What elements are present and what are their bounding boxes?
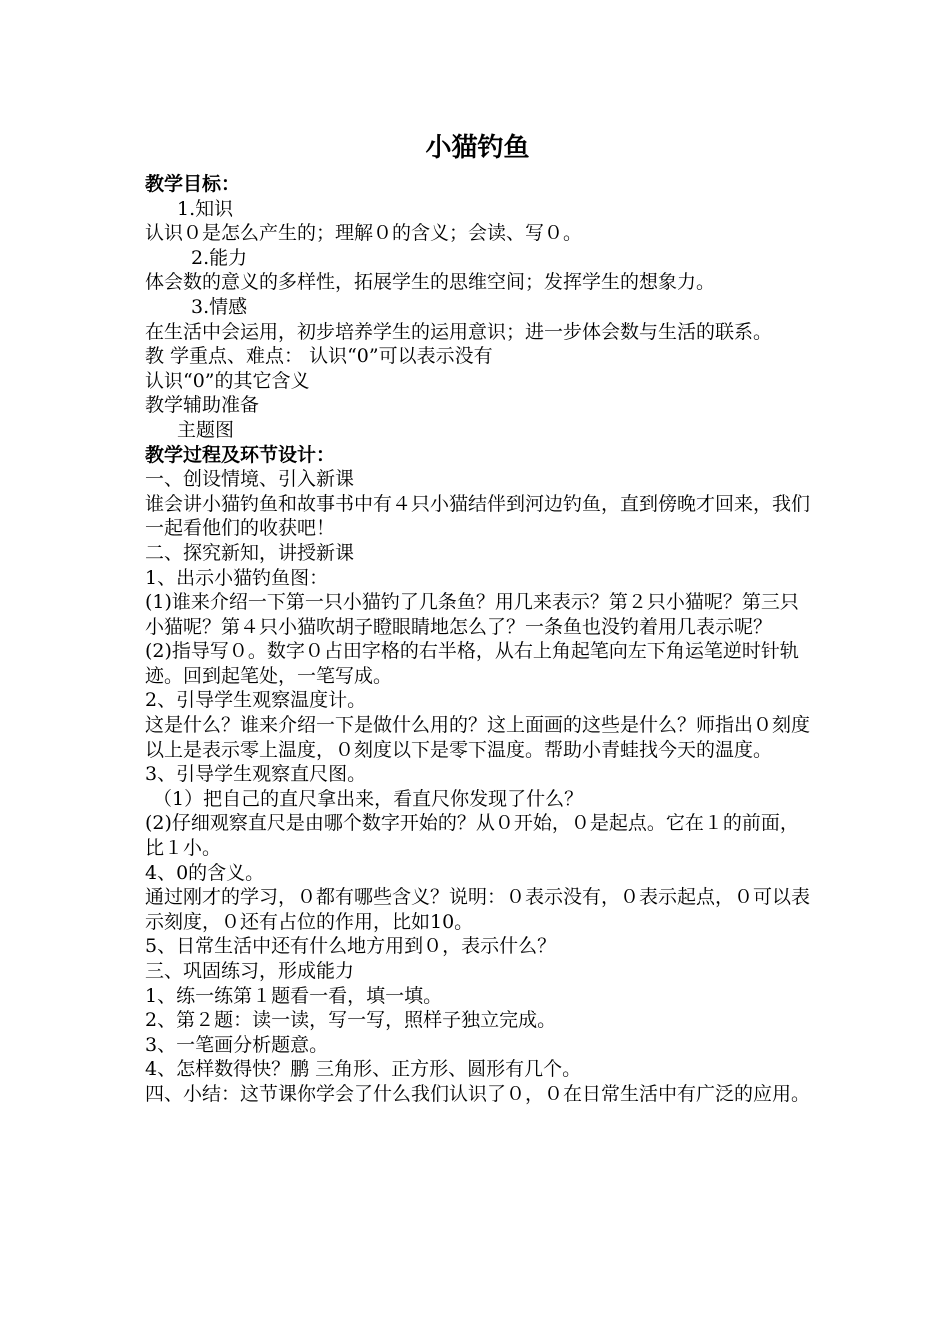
list-item: 4、0的含义。 bbox=[145, 861, 265, 884]
paragraph: 认识０是怎么产生的；理解０的含义；会读、写０。 bbox=[145, 222, 583, 245]
paragraph: 在生活中会运用，初步培养学生的运用意识；进一步体会数与生活的联系。 bbox=[145, 320, 773, 343]
list-item: 5、日常生活中还有什么地方用到０，表示什么？ bbox=[145, 935, 557, 958]
paragraph: 认识“0”的其它含义 bbox=[145, 369, 310, 392]
section-heading-objectives: 教学目标： bbox=[145, 173, 241, 195]
list-item: 3、一笔画分析题意。 bbox=[145, 1033, 329, 1056]
paragraph: 通过刚才的学习，０都有哪些含义？说明：０表示没有，０表示起点，０可以表示刻度，０还有占位的作用，比如10。 bbox=[145, 886, 811, 933]
list-item: 4、怎样数得快？鹏 三角形、正方形、圆形有几个。 bbox=[145, 1058, 582, 1081]
paragraph: （1）把自己的直尺拿出来，看直尺你发现了什么？ bbox=[153, 787, 584, 810]
paragraph-teaching-aids: 教学辅助准备 bbox=[145, 394, 260, 417]
list-item: 2、引导学生观察温度计。 bbox=[145, 689, 367, 712]
paragraph: (2)指导写０。数字０占田字格的右半格，从右上角起笔向左下角运笔逆时针轨迹。回到起笔处，一笔写成。 bbox=[145, 640, 799, 687]
list-item: 1、出示小猫钓鱼图： bbox=[145, 566, 329, 589]
step-heading: 三、巩固练习，形成能力 bbox=[145, 960, 355, 982]
section-heading-process: 教学过程及环节设计： bbox=[145, 443, 336, 466]
subheading-emotion: 3.情感 bbox=[191, 295, 248, 318]
paragraph: (2)仔细观察直尺是由哪个数字开始的？从０开始，０是起点。它在１的前面，比１小。 bbox=[145, 812, 799, 860]
paragraph-summary: 四、小结：这节课你学会了什么我们认识了０，０在日常生活中有广泛的应用。 bbox=[145, 1082, 811, 1105]
step-heading: 二、探究新知，讲授新课 bbox=[145, 541, 355, 564]
document-page bbox=[145, 128, 810, 1107]
paragraph: 主题图 bbox=[177, 418, 235, 441]
paragraph: 谁会讲小猫钓鱼和故事书中有４只小猫结伴到河边钓鱼，直到傍晚才回来，我们一起看他们的收获吧！ bbox=[145, 492, 811, 540]
paragraph: 体会数的意义的多样性，拓展学生的思维空间；发挥学生的想象力。 bbox=[145, 271, 716, 294]
paragraph: 这是什么？谁来介绍一下是做什么用的？这上面画的这些是什么？师指出０刻度以上是表示零上温度，０刻度以下是零下温度。帮助小青蛙找今天的温度。 bbox=[145, 714, 811, 761]
list-item: 3、引导学生观察直尺图。 bbox=[145, 763, 367, 786]
step-heading: 一、创设情境、引入新课 bbox=[145, 468, 355, 491]
subheading-knowledge: 1.知识 bbox=[177, 197, 234, 220]
paragraph: (1)谁来介绍一下第一只小猫钓了几条鱼？用几来表示？第２只小猫呢？第三只小猫呢？第４只小猫吹胡子瞪眼睛地怎么了？一条鱼也没钓着用几表示呢？ bbox=[145, 591, 799, 638]
subheading-ability: 2.能力 bbox=[191, 246, 248, 269]
paragraph-key-points: 教 学重点、难点： 认识“0”可以表示没有 bbox=[145, 345, 493, 368]
list-item: 2、第２题：读一读，写一写，照样子独立完成。 bbox=[145, 1009, 557, 1032]
document-title: 小猫钓鱼 bbox=[425, 133, 530, 163]
list-item: 1、练一练第１题看一看，填一填。 bbox=[145, 984, 443, 1007]
